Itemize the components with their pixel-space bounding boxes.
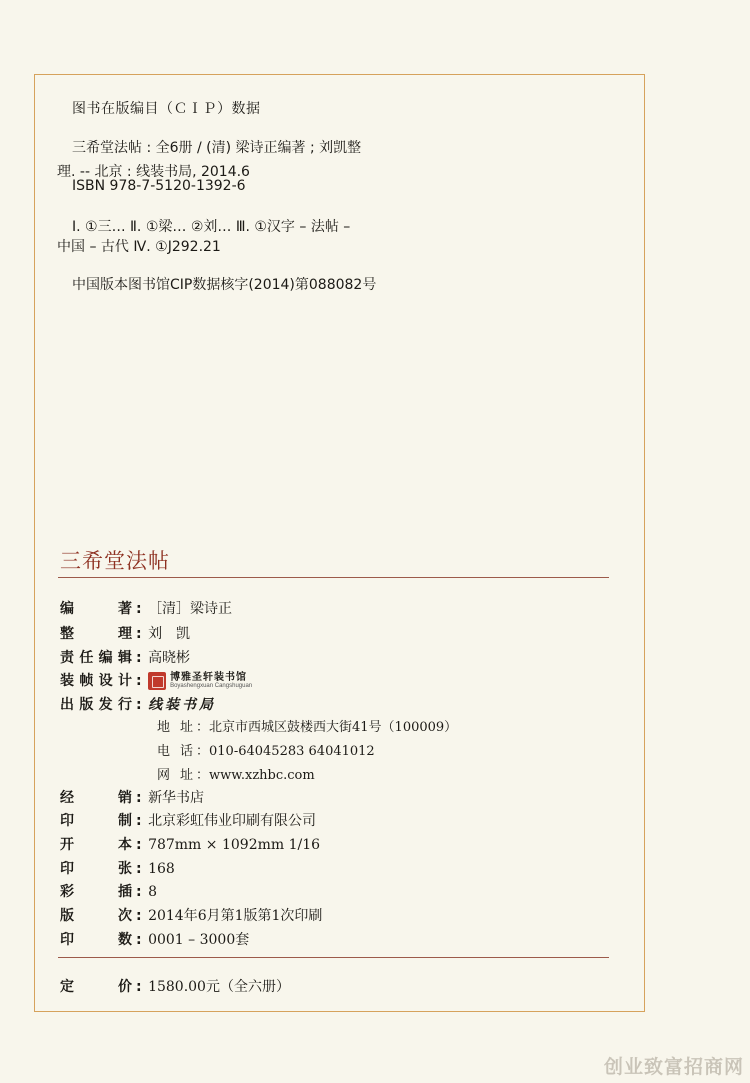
editor-label: 整理 [60,626,132,642]
design-studio-logo [148,672,252,690]
responsible-editor-value: 高晓彬 [148,650,191,666]
price-value: 1580.00元（全六册） [148,979,290,995]
cip-line-2: 理. -- 北京 : 线装书局, 2014.6 [57,164,250,180]
book-title: 三希堂法帖 [60,549,170,573]
printer-value: 北京彩虹伟业印刷有限公司 [148,813,317,829]
seal-icon [148,672,166,690]
distributor-value: 新华书店 [148,790,205,806]
design-label: 装帧设计 [60,673,132,689]
row-design: 装帧设计 : 博雅圣轩装书馆 Boyashengxuan Cangshuguan [60,672,253,689]
website-value: www.xzhbc.com [209,768,315,783]
row-printer: 印制 : 北京彩虹伟业印刷有限公司 [60,810,316,830]
address-label: 地址 [157,720,193,735]
phone-label: 电话 [157,744,193,759]
edition-label: 版次 [60,908,132,924]
cip-isbn: ISBN 978-7-5120-1392-6 [72,178,246,194]
logo-chinese-name: 博雅圣轩装书馆 [170,672,248,683]
printer-label: 印制 [60,813,132,829]
format-value: 787mm × 1092mm 1/16 [148,837,321,853]
row-copies: 印数 : 0001 – 3000套 [60,929,249,949]
price-rule [58,957,609,958]
cip-line-5: 中国 – 古代 Ⅳ. ①J292.21 [57,239,221,255]
row-distributor: 经销 : 新华书店 [60,787,204,807]
publisher-value: 线装书局 [148,697,217,713]
plates-label: 彩插 [60,884,132,900]
copies-value: 0001 – 3000套 [148,932,250,948]
copies-label: 印数 [60,932,132,948]
format-label: 开本 [60,837,132,853]
row-sheets: 印张 : 168 [60,858,175,878]
author-value: ［清］梁诗正 [148,601,233,617]
logo-english-name: Boyashengxuan Cangshuguan [170,683,253,689]
row-responsible-editor: 责任编辑 : 高晓彬 [60,647,190,667]
row-publisher: 出版发行 : 线装书局 [60,694,216,714]
cip-line-4: Ⅰ. ①三… Ⅱ. ①梁… ②刘… Ⅲ. ①汉字 – 法帖 – [72,219,351,235]
row-format: 开本 : 787mm × 1092mm 1/16 [60,834,320,854]
title-rule [58,577,609,578]
phone-value: 010-64045283 64041012 [209,744,375,759]
publisher-label: 出版发行 [60,697,132,713]
plates-value: 8 [148,884,157,900]
address-value: 北京市西城区鼓楼西大街41号（100009） [209,720,458,735]
row-address: 地址 ：北京市西城区鼓楼西大街41号（100009） [157,716,457,735]
row-plates: 彩插 : 8 [60,881,157,901]
row-website: 网址 ：www.xzhbc.com [157,764,315,783]
price-label: 定价 [60,979,132,995]
cip-line-1: 三希堂法帖 : 全6册 / (清) 梁诗正编著 ; 刘凯整 [72,140,362,156]
edition-value: 2014年6月第1版第1次印刷 [148,908,323,924]
row-edition: 版次 : 2014年6月第1版第1次印刷 [60,905,322,925]
cip-record-number: 中国版本图书馆CIP数据核字(2014)第088082号 [72,277,377,293]
row-phone: 电话 ：010-64045283 64041012 [157,740,375,759]
sheets-value: 168 [148,861,175,877]
responsible-editor-label: 责任编辑 [60,650,132,666]
distributor-label: 经销 [60,790,132,806]
sheets-label: 印张 [60,861,132,877]
editor-value: 刘 凯 [148,626,191,642]
website-label: 网址 [157,768,193,783]
row-editor: 整理 : 刘 凯 [60,623,190,643]
row-price: 定价 : 1580.00元（全六册） [60,976,290,996]
author-label: 编著 [60,601,132,617]
cip-heading: 图书在版编目（ＣＩＰ）数据 [72,101,261,117]
site-watermark: 创业致富招商网 [603,1056,744,1078]
row-author: 编著 : ［清］梁诗正 [60,598,232,618]
